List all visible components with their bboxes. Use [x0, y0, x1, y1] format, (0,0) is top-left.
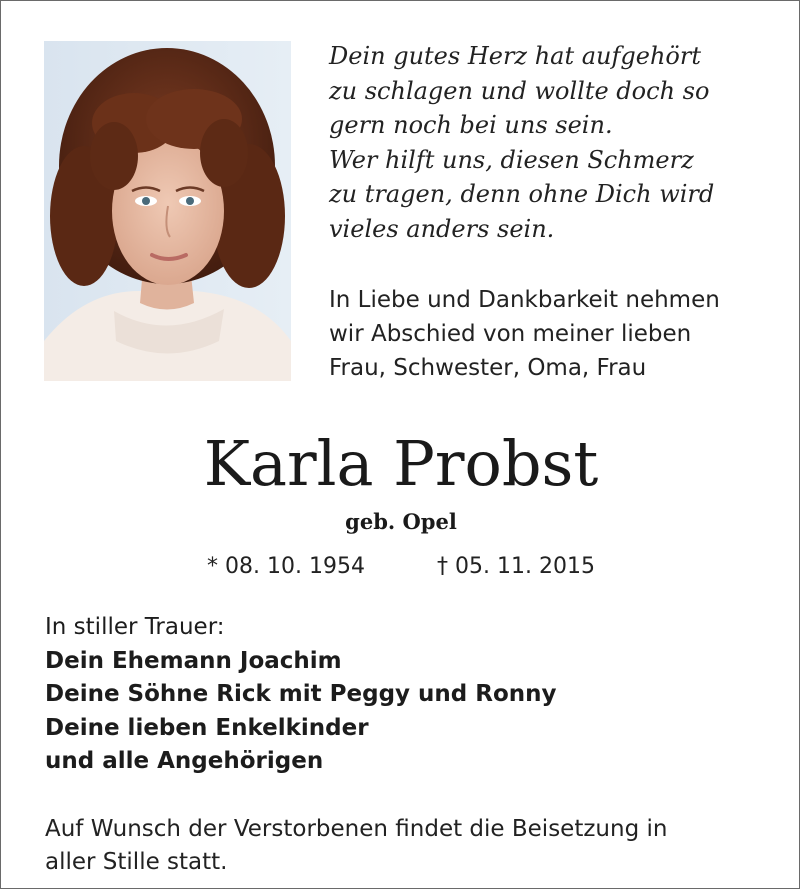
poem-line: Dein gutes Herz hat aufgehört: [329, 42, 701, 70]
poem-line: zu schlagen und wollte doch so: [329, 76, 710, 105]
memorial-poem: [329, 39, 769, 246]
birth-date: * 08. 10. 1954: [207, 554, 365, 579]
birth-name: geb. Opel: [345, 509, 457, 534]
intro-line: Frau, Schwester, Oma, Frau: [329, 355, 647, 381]
death-date: † 05. 11. 2015: [437, 554, 595, 579]
poem-line: gern noch bei uns sein.: [329, 111, 613, 139]
deceased-name: Karla Probst: [203, 427, 599, 500]
mourners-lead: In stiller Trauer:: [45, 614, 225, 640]
funeral-note: [45, 813, 765, 879]
portrait-photo: [44, 41, 291, 381]
life-dates: [1, 551, 800, 583]
intro-line: wir Abschied von meiner lieben: [329, 321, 692, 347]
farewell-intro: [329, 283, 779, 385]
poem-line: vieles anders sein.: [329, 214, 555, 243]
mourner-entry: Deine Söhne Rick mit Peggy und Ronny: [45, 681, 557, 707]
mourner-entry: Dein Ehemann Joachim: [45, 647, 342, 674]
note-line: aller Stille statt.: [45, 849, 228, 875]
mourners-list: [45, 611, 765, 779]
poem-line: zu tragen, denn ohne Dich wird: [329, 180, 715, 208]
poem-line: Wer hilft uns, diesen Schmerz: [329, 145, 694, 174]
note-line: Auf Wunsch der Verstorbenen findet die Beisetzung in: [45, 816, 668, 842]
intro-line: In Liebe und Dankbarkeit nehmen: [329, 287, 720, 313]
portrait-image: [44, 41, 291, 381]
mourner-entry: Deine lieben Enkelkinder: [45, 714, 369, 741]
mourner-entry: und alle Angehörigen: [45, 748, 324, 774]
